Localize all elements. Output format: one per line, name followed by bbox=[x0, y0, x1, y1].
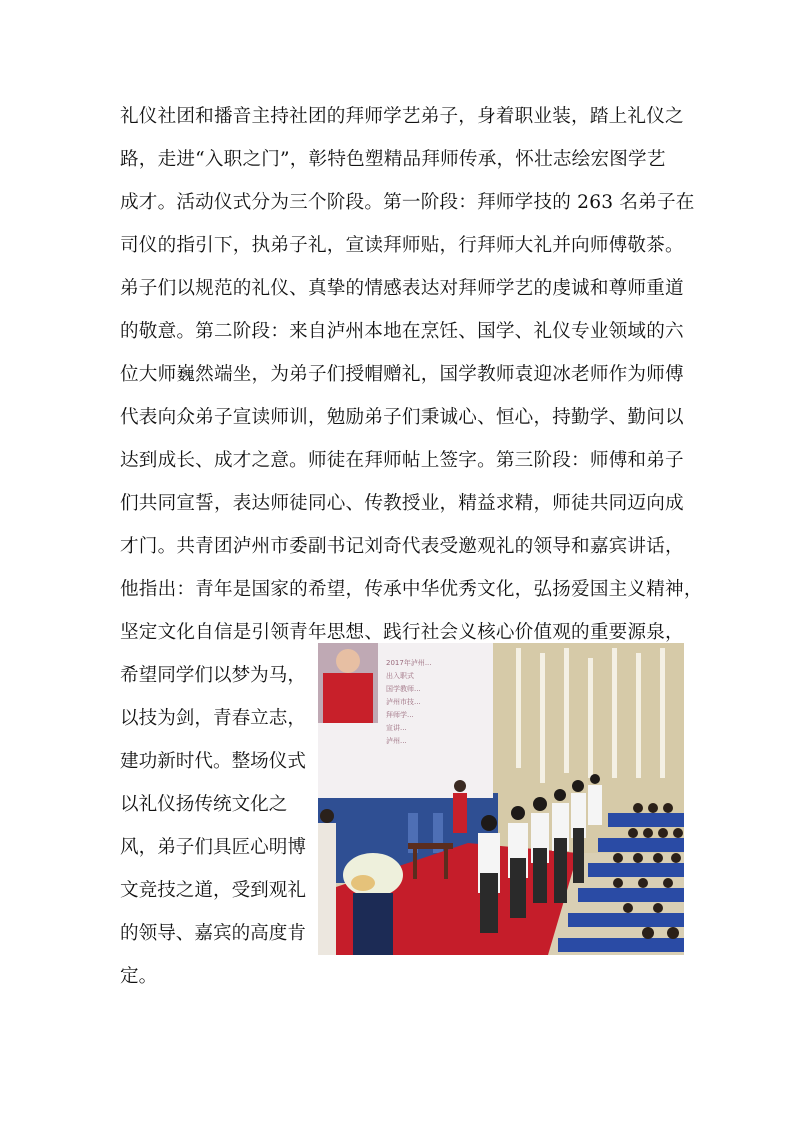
paragraph-line: 他指出：青年是国家的希望，传承中华优秀文化，弘扬爱国主义精神， bbox=[120, 579, 703, 600]
paragraph-line: 司仪的指引下，执弟子礼，宣读拜师贴，行拜师大礼并向师傅敬茶。 bbox=[120, 235, 684, 256]
screen-line: 出入职式 bbox=[386, 672, 414, 680]
wrapped-line: 的领导、嘉宾的高度肯 bbox=[120, 923, 306, 944]
paragraph-line: 的敬意。第二阶段：来自泸州本地在烹饪、国学、礼仪专业领域的六 bbox=[120, 321, 684, 342]
wrapped-line: 风，弟子们具匠心明博 bbox=[120, 837, 306, 858]
paragraph-line: 才门。共青团泸州市委副书记刘奇代表受邀观礼的领导和嘉宾讲话， bbox=[120, 536, 684, 557]
wrapped-line: 建功新时代。整场仪式 bbox=[120, 751, 306, 772]
wrapped-line: 文竞技之道，受到观礼 bbox=[120, 880, 306, 901]
paragraph-line: 位大师巍然端坐，为弟子们授帽赠礼，国学教师袁迎冰老师作为师傅 bbox=[120, 364, 684, 385]
paragraph-line: 礼仪社团和播音主持社团的拜师学艺弟子，身着职业装，踏上礼仪之 bbox=[120, 106, 684, 127]
paragraph-line: 坚定文化自信是引领青年思想、践行社会义核心价值观的重要源泉， bbox=[120, 622, 684, 643]
wrapped-line: 定。 bbox=[120, 966, 158, 987]
paragraph-line: 弟子们以规范的礼仪、真挚的情感表达对拜师学艺的虔诚和尊师重道 bbox=[120, 278, 684, 299]
paragraph-line: 成才。活动仪式分为三个阶段。第一阶段：拜师学技的 263 名弟子在 bbox=[120, 192, 695, 213]
screen-line: 泸州... bbox=[386, 737, 407, 745]
screen-line: 宣讲... bbox=[386, 724, 407, 732]
paragraph-line: 代表向众弟子宣读师训，勉励弟子们秉诚心、恒心，持勤学、勤问以 bbox=[120, 407, 684, 428]
paragraph-line: 路，走进“入职之门”，彰特色塑精品拜师传承，怀壮志绘宏图学艺 bbox=[120, 149, 666, 170]
screen-line: 泸州市技... bbox=[386, 698, 421, 706]
paragraph-line: 们共同宣誓，表达师徒同心、传教授业，精益求精，师徒共同迈向成 bbox=[120, 493, 684, 514]
wrapped-line: 希望同学们以梦为马， bbox=[120, 665, 306, 686]
screen-line: 2017年泸州... bbox=[386, 659, 432, 667]
wrapped-line: 以礼仪扬传统文化之 bbox=[120, 794, 288, 815]
screen-line: 拜师学... bbox=[386, 711, 414, 719]
wrapped-line: 以技为剑，青春立志， bbox=[120, 708, 306, 729]
screen-line: 国学教师... bbox=[386, 685, 421, 693]
ceremony-photo bbox=[318, 643, 684, 955]
paragraph-line: 达到成长、成才之意。师徒在拜师帖上签字。第三阶段：师傅和弟子 bbox=[120, 450, 684, 471]
